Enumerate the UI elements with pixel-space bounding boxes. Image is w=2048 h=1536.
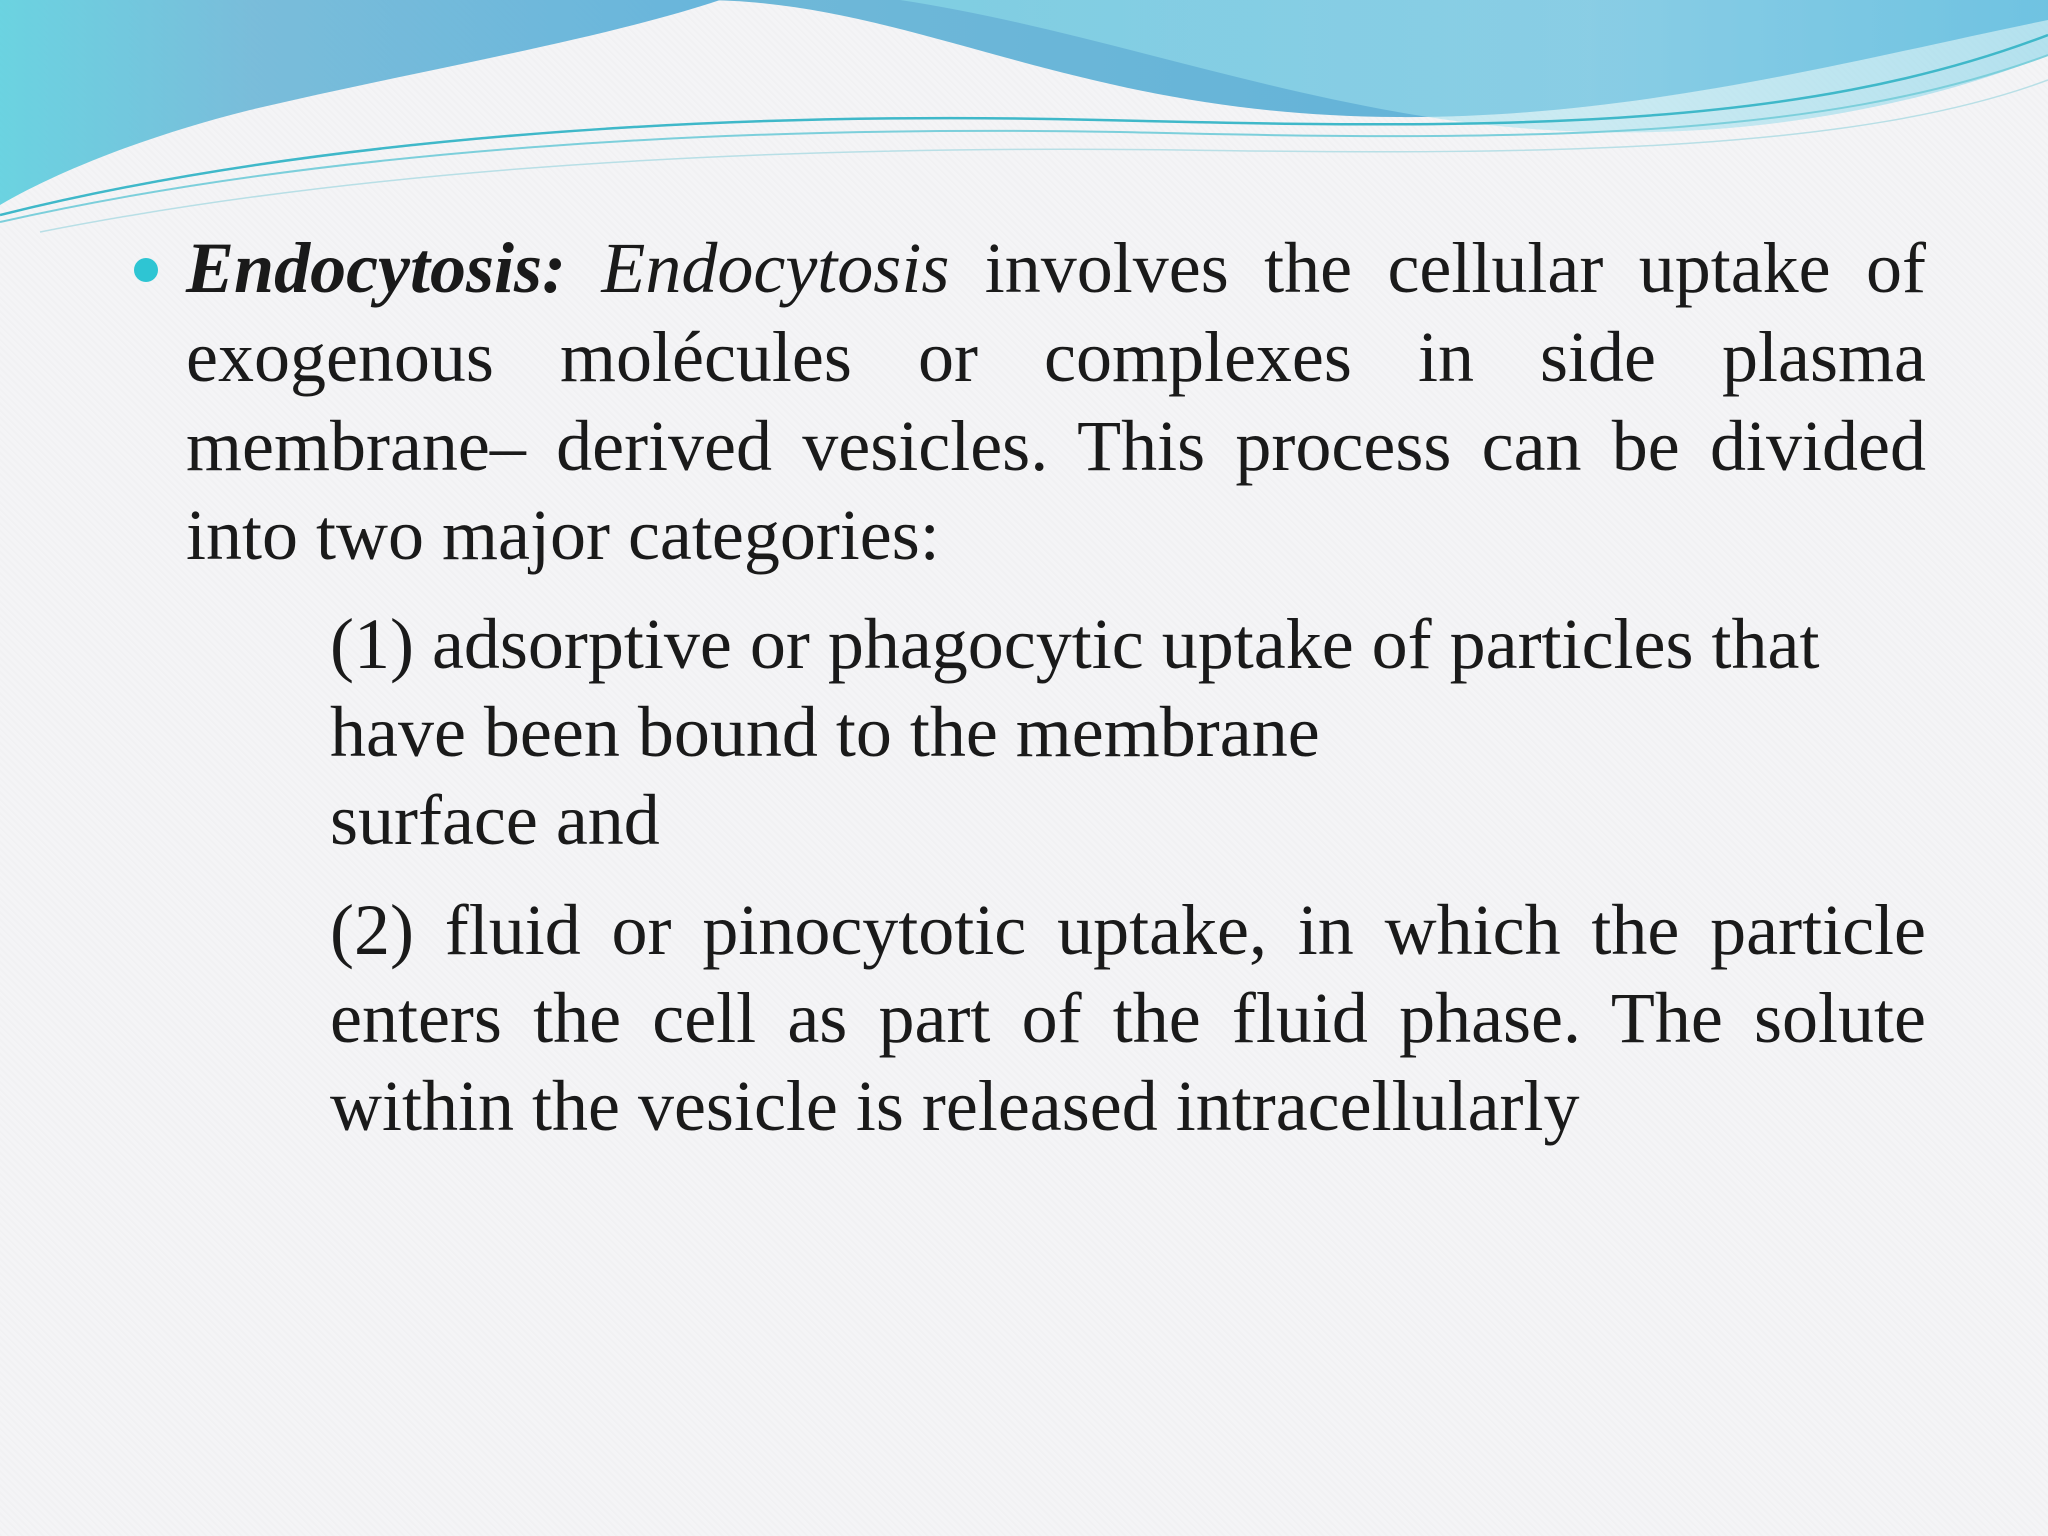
- category-item-1: [330, 600, 1926, 864]
- term-heading: Endocytosis:: [186, 228, 567, 308]
- slide-content: [186, 224, 1926, 1150]
- category-1-continuation: surface and: [330, 780, 660, 860]
- category-1-text: (1) adsorptive or phagocytic uptake of particles that have been bound to the membrane: [330, 604, 1820, 772]
- bullet-endocytosis: [186, 224, 1926, 580]
- wave-header-decoration: [0, 0, 2048, 240]
- category-2-text: (2) fluid or pinocytotic uptake, in which the particle enters the cell as part of the fluid phase. The solute within the vesicle is released intracellularly: [330, 890, 1926, 1146]
- category-item-2: [330, 886, 1926, 1150]
- wave-left: [0, 0, 720, 205]
- bullet-dot-icon: [134, 258, 158, 282]
- bullet-body-text: involves the cellular uptake of exogenous molécules or complexes in side plasma membrane– derived vesicles. This process can be divided into two major categories:: [186, 228, 1926, 575]
- term-italic: Endocytosis: [601, 228, 950, 308]
